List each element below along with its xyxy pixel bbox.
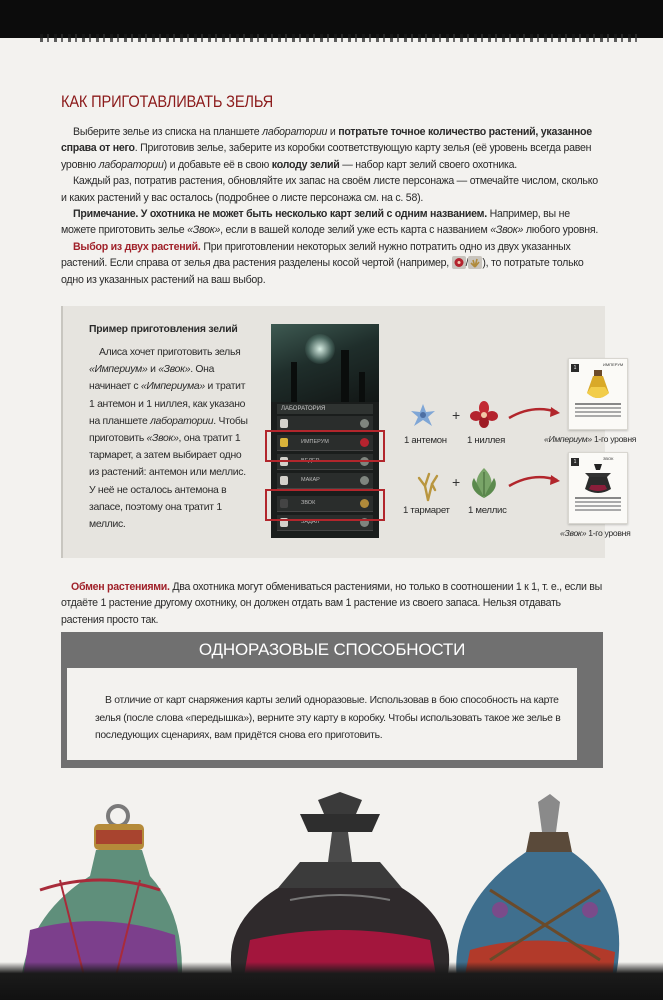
plus-sign: + (452, 474, 461, 490)
label-tarmaret: 1 тармарет (403, 505, 450, 516)
lab-row: ВЕДЕР (277, 454, 373, 470)
single-use-heading: ОДНОРАЗОВЫЕ СПОСОБНОСТИ (198, 640, 466, 659)
label-anthemon: 1 антемон (404, 435, 447, 446)
single-use-body (67, 668, 577, 760)
paragraph-choice-of-two: Выбор из двух растений. При приготовлении некоторых зелий нужно потратить одно из двух указанных растений. Если справа от зелья два растения разделены косой чертой (например, / ), то потратьте только одно из указанных растений на ваш выбор. (61, 240, 584, 286)
page-title: КАК ПРИГОТАВЛИВАТЬ ЗЕЛЬЯ (61, 92, 273, 111)
laboratory-header: ЛАБОРАТОРИЯ (277, 404, 373, 414)
card-caption-zvok: «Звок» 1-го уровня (560, 528, 631, 538)
arrow-icon (507, 470, 563, 494)
mellis-icon (470, 466, 498, 500)
trade-paragraph: Обмен растениями. Два охотника могут обмениваться растениями, но только в соотношении 1 к 1, т. е., если вы отдаёте 1 растение другому охотнику, он должен отдать вам 1 растение из своего запаса. Нельзя отдавать растения просто так. (61, 581, 602, 626)
arrow-icon (507, 402, 563, 426)
single-use-panel (61, 632, 603, 768)
nilleya-icon (469, 400, 499, 430)
highlight-imperum (265, 430, 385, 462)
top-border (0, 0, 663, 38)
single-use-text: В отличие от карт снаряжения карты зелий одноразовые. Использовав в бою способность на карте зелья (после слова «передышка»), верните эту карту в коробку. Чтобы использовать такое же зелье в последующих сценариях, вам придётся снова его приготовить. (95, 695, 561, 742)
paragraph-choose-potion: Выберите зелье из списка на планшете лаборатории и потратьте точное количество растений, указанное справа от него. Приготовив зелье, заберите из коробки соответствующую карту зелья (её уровень всегда равен уровню лаборатории) и добавьте её в свою колоду зелий — набор карт зелий своего охотника. (61, 126, 592, 171)
lab-row-zvok: ЗВОК (277, 496, 373, 512)
example-title: Пример приготовления зелий (89, 324, 238, 335)
lab-row: МАКАР (277, 473, 373, 489)
plus-sign: + (452, 407, 461, 423)
potion-card-zvok: 1 ЗВОК (568, 452, 628, 524)
example-panel (61, 306, 637, 558)
tarmaret-icon (468, 256, 482, 269)
anthemon-icon (409, 402, 437, 428)
card-caption-imperum: «Империум» 1-го уровня (544, 434, 637, 444)
nilleya-icon (452, 256, 466, 269)
intro-text (61, 124, 603, 288)
laboratory-artwork (271, 324, 379, 402)
example-text: Алиса хочет приготовить зелья «Империум» и «Звок». Она начинает с «Империума» и тратит 1 антемон и 1 ниллея, как указано на планшете лаборатории. Чтобы приготовить «Звок», она тратит 1 тармарет, а затем выбирает одно из растений: антемон или меллис. У неё не осталось антемона в запасе, поэтому она тратит 1 меллис. (89, 347, 248, 531)
potion-card-imperum: 1 ИМПЕРУМ (568, 358, 628, 430)
paragraph-update-supply: Каждый раз, потратив растения, обновляйте их запас на своём листе персонажа — отмечайте числом, сколько и каких растений у вас осталось (подробнее о листе персонажа см. на с. 58). (61, 175, 598, 204)
lab-row-imperum: ИМПЕРУМ (277, 435, 373, 451)
imperum-bottle-icon (583, 369, 613, 401)
highlight-zvok (265, 489, 385, 521)
bottom-border (0, 962, 663, 1000)
label-mellis: 1 меллис (468, 505, 507, 516)
paragraph-note: Примечание. У охотника не может быть несколько карт зелий с одним названием. Например, вы не можете приготовить зелье «Звок», если в вашей колоде зелий уже есть карта с названием «Звок» любого уровня. (61, 208, 599, 237)
zvok-bottle-icon (581, 463, 615, 495)
tarmaret-icon (415, 470, 441, 502)
label-nilleya: 1 ниллея (467, 435, 505, 446)
torn-edge-decoration (40, 34, 640, 42)
lab-row: ЗАДАЛ (277, 515, 373, 531)
